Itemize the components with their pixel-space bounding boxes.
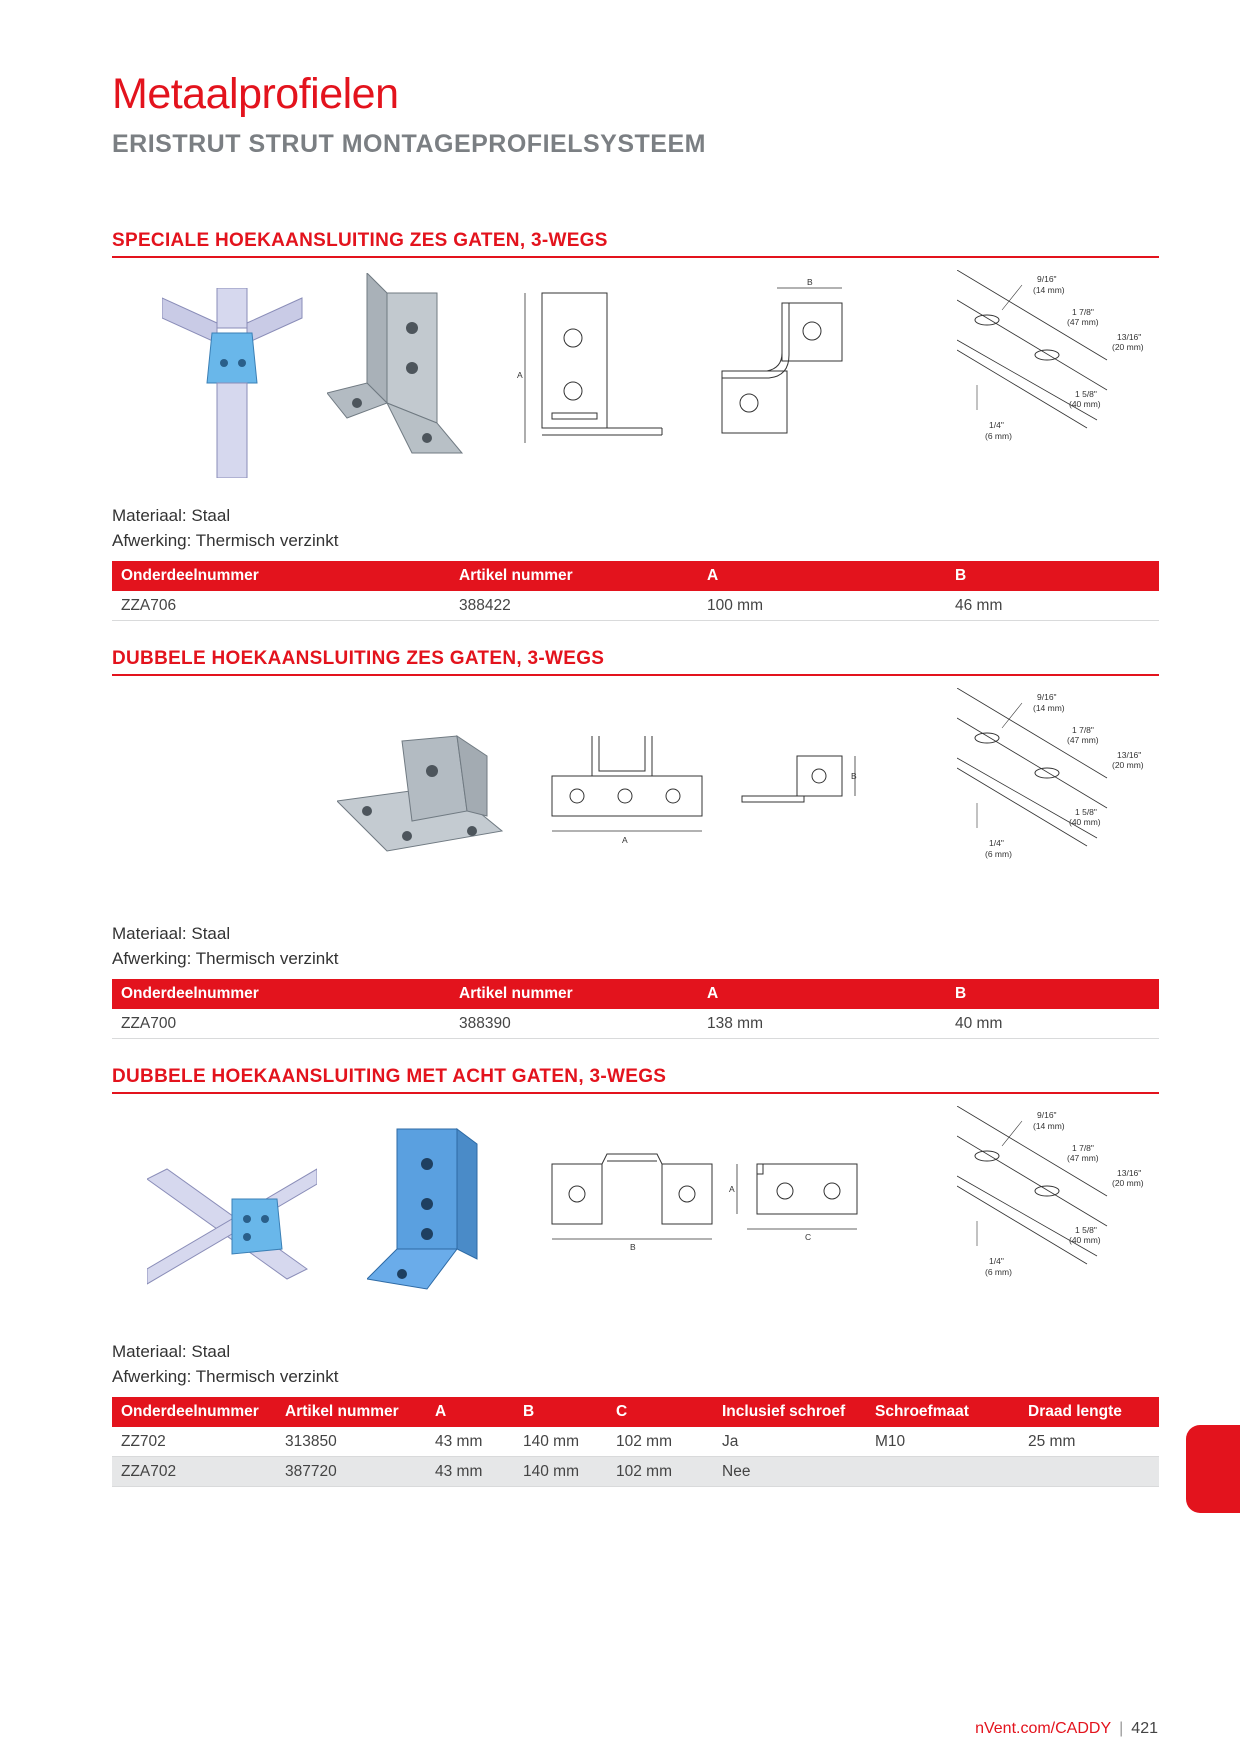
table-cell: ZZA706 xyxy=(112,591,450,621)
col-header: A xyxy=(698,561,946,591)
svg-text:A: A xyxy=(517,370,523,380)
svg-text:(6 mm): (6 mm) xyxy=(985,849,1012,859)
svg-text:(14 mm): (14 mm) xyxy=(1033,703,1065,713)
col-header: Schroefmaat xyxy=(866,1397,1019,1427)
technical-drawing-front xyxy=(517,283,667,463)
section-title: DUBBELE HOEKAANSLUITING MET ACHT GATEN, 3-WEGS xyxy=(112,1066,1159,1094)
svg-text:A: A xyxy=(622,835,628,845)
table-cell: 138 mm xyxy=(698,1009,946,1039)
table-cell: 387720 xyxy=(276,1457,426,1487)
svg-text:(40 mm): (40 mm) xyxy=(1069,399,1101,409)
svg-text:1 5/8": 1 5/8" xyxy=(1075,389,1097,399)
table-cell: 43 mm xyxy=(426,1457,514,1487)
table-cell: M10 xyxy=(866,1427,1019,1457)
finish-text: Afwerking: Thermisch verzinkt xyxy=(112,531,339,550)
page-subtitle: ERISTRUT STRUT MONTAGEPROFIELSYSTEEM xyxy=(112,130,706,158)
technical-drawing-side xyxy=(687,273,857,453)
product-photo-double-bracket xyxy=(337,721,507,861)
chapter-tab xyxy=(1186,1425,1240,1513)
col-header: B xyxy=(514,1397,607,1427)
product-table xyxy=(112,979,1159,1039)
table-row xyxy=(112,591,1159,621)
table-row xyxy=(112,1457,1159,1487)
svg-text:13/16": 13/16" xyxy=(1117,750,1142,760)
svg-text:C: C xyxy=(805,1232,812,1242)
table-cell xyxy=(866,1457,1019,1487)
col-header: B xyxy=(946,561,1159,591)
table-cell: Ja xyxy=(713,1427,866,1457)
svg-text:(40 mm): (40 mm) xyxy=(1069,817,1101,827)
svg-text:9/16": 9/16" xyxy=(1037,274,1057,284)
product-photo-blue-bracket xyxy=(367,1119,507,1309)
page-title: Metaalprofielen xyxy=(112,70,399,118)
table-cell: 388390 xyxy=(450,1009,698,1039)
finish-text: Afwerking: Thermisch verzinkt xyxy=(112,949,339,968)
svg-text:1/4": 1/4" xyxy=(989,420,1004,430)
table-row xyxy=(112,1427,1159,1457)
product-photo-bracket xyxy=(327,273,477,473)
section-title: SPECIALE HOEKAANSLUITING ZES GATEN, 3-WEGS xyxy=(112,230,1159,258)
hole-dimension-drawing xyxy=(957,1106,1157,1286)
table-cell: 388422 xyxy=(450,591,698,621)
hole-dimension-drawing xyxy=(957,688,1157,868)
table-cell: 40 mm xyxy=(946,1009,1159,1039)
col-header: Inclusief schroef xyxy=(713,1397,866,1427)
svg-text:B: B xyxy=(807,277,813,287)
col-header: Draad lengte xyxy=(1019,1397,1159,1427)
table-cell: ZZA702 xyxy=(112,1457,276,1487)
col-header: Onderdeelnummer xyxy=(112,1397,276,1427)
technical-drawing-front xyxy=(547,1149,717,1269)
col-header: Onderdeelnummer xyxy=(112,979,450,1009)
svg-text:A: A xyxy=(729,1184,735,1194)
svg-text:B: B xyxy=(630,1242,636,1252)
page-number: 421 xyxy=(1131,1720,1158,1737)
section-dubbele-hoekaansluiting-acht xyxy=(112,1066,1159,1487)
finish-text: Afwerking: Thermisch verzinkt xyxy=(112,1367,339,1386)
product-photo-strut-assembly xyxy=(162,288,312,478)
svg-text:13/16": 13/16" xyxy=(1117,1168,1142,1178)
table-cell: 46 mm xyxy=(946,591,1159,621)
col-header: Artikel nummer xyxy=(450,979,698,1009)
section-title: DUBBELE HOEKAANSLUITING ZES GATEN, 3-WEGS xyxy=(112,648,1159,676)
svg-text:(47 mm): (47 mm) xyxy=(1067,1153,1099,1163)
svg-text:1 5/8": 1 5/8" xyxy=(1075,807,1097,817)
table-cell: 140 mm xyxy=(514,1457,607,1487)
material-text: Materiaal: Staal xyxy=(112,1342,231,1361)
table-cell: 140 mm xyxy=(514,1427,607,1457)
table-cell: 102 mm xyxy=(607,1457,713,1487)
table-cell: 25 mm xyxy=(1019,1427,1159,1457)
section-speciale-hoekaansluiting xyxy=(112,230,1159,621)
col-header: B xyxy=(946,979,1159,1009)
svg-text:(40 mm): (40 mm) xyxy=(1069,1235,1101,1245)
table-cell: 313850 xyxy=(276,1427,426,1457)
svg-text:9/16": 9/16" xyxy=(1037,692,1057,702)
technical-drawing-front xyxy=(547,731,717,851)
table-row xyxy=(112,1009,1159,1039)
svg-text:(14 mm): (14 mm) xyxy=(1033,1121,1065,1131)
product-drawings xyxy=(112,1094,1159,1339)
col-header: A xyxy=(698,979,946,1009)
col-header: Artikel nummer xyxy=(276,1397,426,1427)
svg-text:(20 mm): (20 mm) xyxy=(1112,760,1144,770)
material-text: Materiaal: Staal xyxy=(112,924,231,943)
table-cell: 102 mm xyxy=(607,1427,713,1457)
product-table xyxy=(112,561,1159,621)
col-header: A xyxy=(426,1397,514,1427)
svg-text:(6 mm): (6 mm) xyxy=(985,431,1012,441)
svg-text:B: B xyxy=(851,771,857,781)
page-footer: nVent.com/CADDY | 421 xyxy=(975,1720,1158,1737)
col-header: Artikel nummer xyxy=(450,561,698,591)
col-header: C xyxy=(607,1397,713,1427)
svg-text:(6 mm): (6 mm) xyxy=(985,1267,1012,1277)
table-header xyxy=(112,1397,1159,1427)
table-cell: ZZA700 xyxy=(112,1009,450,1039)
table-cell: Nee xyxy=(713,1457,866,1487)
svg-text:(20 mm): (20 mm) xyxy=(1112,342,1144,352)
svg-text:9/16": 9/16" xyxy=(1037,1110,1057,1120)
material-info xyxy=(112,921,1159,971)
material-info xyxy=(112,1339,1159,1389)
svg-text:1/4": 1/4" xyxy=(989,1256,1004,1266)
footer-url[interactable]: nVent.com/CADDY xyxy=(975,1720,1112,1737)
svg-text:1/4": 1/4" xyxy=(989,838,1004,848)
table-header xyxy=(112,561,1159,591)
svg-text:13/16": 13/16" xyxy=(1117,332,1142,342)
svg-text:(47 mm): (47 mm) xyxy=(1067,317,1099,327)
svg-text:1 7/8": 1 7/8" xyxy=(1072,1143,1094,1153)
material-info xyxy=(112,503,1159,553)
svg-text:(20 mm): (20 mm) xyxy=(1112,1178,1144,1188)
table-cell xyxy=(1019,1457,1159,1487)
material-text: Materiaal: Staal xyxy=(112,506,231,525)
svg-text:1 7/8": 1 7/8" xyxy=(1072,307,1094,317)
technical-drawing-side xyxy=(727,751,867,831)
svg-text:(14 mm): (14 mm) xyxy=(1033,285,1065,295)
svg-text:1 7/8": 1 7/8" xyxy=(1072,725,1094,735)
product-photo-cross-assembly xyxy=(147,1139,317,1289)
table-cell: ZZ702 xyxy=(112,1427,276,1457)
product-drawings xyxy=(112,258,1159,503)
section-dubbele-hoekaansluiting-zes xyxy=(112,648,1159,1039)
product-drawings xyxy=(112,676,1159,921)
technical-drawing-side xyxy=(727,1159,887,1269)
col-header: Onderdeelnummer xyxy=(112,561,450,591)
svg-text:1 5/8": 1 5/8" xyxy=(1075,1225,1097,1235)
table-header xyxy=(112,979,1159,1009)
product-table xyxy=(112,1397,1159,1487)
table-cell: 100 mm xyxy=(698,591,946,621)
hole-dimension-drawing xyxy=(957,270,1157,450)
svg-text:(47 mm): (47 mm) xyxy=(1067,735,1099,745)
table-cell: 43 mm xyxy=(426,1427,514,1457)
